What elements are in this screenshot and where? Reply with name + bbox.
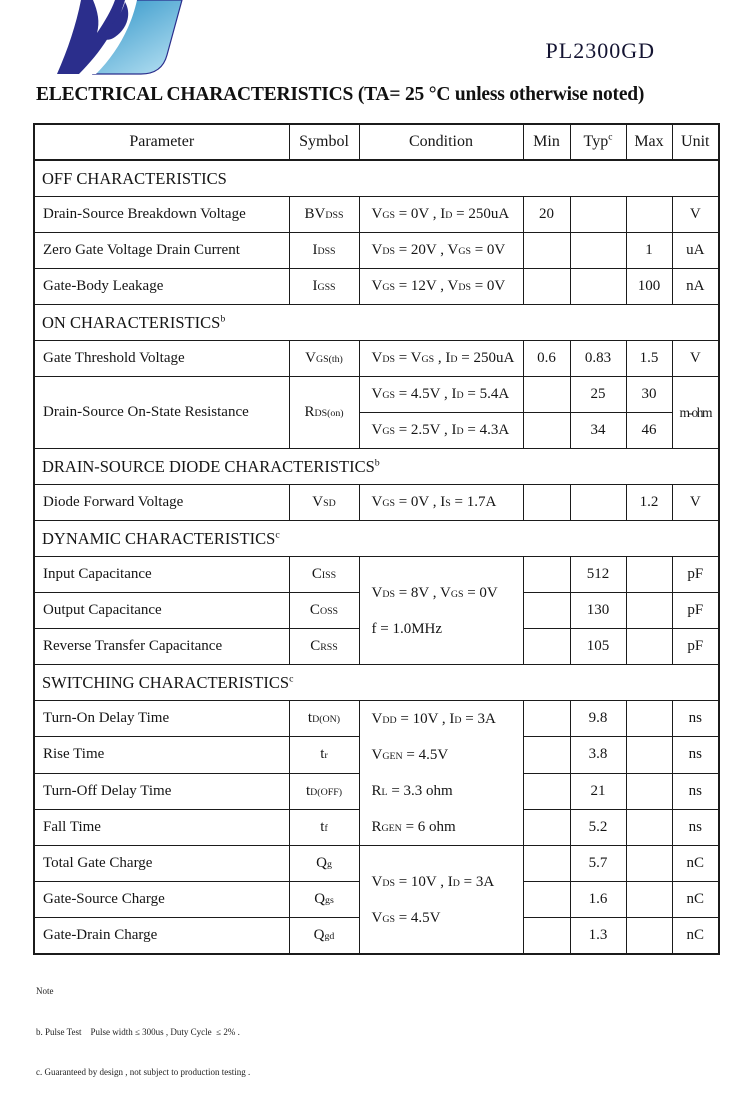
min-cell: 0.6 xyxy=(523,341,570,377)
typ-cell: 0.83 xyxy=(570,341,626,377)
typ-cell: 21 xyxy=(570,773,626,809)
unit-cell: V xyxy=(672,485,719,521)
col-header-typ: Typ$^c$ xyxy=(570,124,626,160)
condition-cell: VGS = 0V , IS = 1.7A xyxy=(359,485,523,521)
symbol-cell: tD(OFF) xyxy=(289,773,359,809)
param-cell: Turn-On Delay Time xyxy=(34,701,289,737)
table-row-rdson-1 xyxy=(34,377,719,413)
unit-cell: nC xyxy=(672,918,719,955)
symbol-cell: Qgd xyxy=(289,918,359,955)
section-title: SWITCHING CHARACTERISTICS$^c$ xyxy=(34,665,719,701)
symbol-cell: RDS(on) xyxy=(289,377,359,449)
section-title: DYNAMIC CHARACTERISTICS$^c$ xyxy=(34,521,719,557)
footnote-c: c. Guaranteed by design , not subject to production testing . xyxy=(36,1067,251,1077)
condition-cell: VDS = 20V , VGS = 0V xyxy=(359,233,523,269)
table-row-vsd xyxy=(34,485,719,521)
section-title: DRAIN-SOURCE DIODE CHARACTERISTICS$^b$ xyxy=(34,449,719,485)
unit-cell: ns xyxy=(672,701,719,737)
section-row-dynamic xyxy=(34,521,719,557)
col-header-symbol: Symbol xyxy=(289,124,359,160)
max-cell: 1.2 xyxy=(626,485,672,521)
condition-cell: VGS = 2.5V , ID = 4.3A xyxy=(359,413,523,449)
param-cell: Reverse Transfer Capacitance xyxy=(34,629,289,665)
max-cell: 1 xyxy=(626,233,672,269)
min-cell: 20 xyxy=(523,197,570,233)
condition-cell: VGS = 0V , ID = 250uA xyxy=(359,197,523,233)
condition-line: RGEN = 6 ohm xyxy=(371,819,456,835)
typ-cell: 105 xyxy=(570,629,626,665)
param-cell: Drain-Source On-State Resistance xyxy=(34,377,289,449)
symbol-cell: tD(ON) xyxy=(289,701,359,737)
section-row-on xyxy=(34,305,719,341)
unit-cell: V xyxy=(672,341,719,377)
col-header-parameter: Parameter xyxy=(34,124,289,160)
param-cell: Total Gate Charge xyxy=(34,846,289,882)
condition-cell xyxy=(359,846,523,955)
min-cell xyxy=(523,846,570,882)
footnote-b: b. Pulse Test Pulse width ≤ 300us , Duty Cycle ≤ 2% . xyxy=(36,1026,240,1037)
max-cell xyxy=(626,629,672,665)
symbol-cell: COSS xyxy=(289,593,359,629)
unit-cell: uA xyxy=(672,233,719,269)
min-cell xyxy=(523,485,570,521)
max-cell xyxy=(626,918,672,955)
max-cell xyxy=(626,882,672,918)
min-cell xyxy=(523,377,570,413)
symbol-cell: CISS xyxy=(289,557,359,593)
unit-cell: ns xyxy=(672,737,719,773)
param-cell: Gate-Source Charge xyxy=(34,882,289,918)
typ-cell: 9.8 xyxy=(570,701,626,737)
max-cell xyxy=(626,737,672,773)
typ-cell: 130 xyxy=(570,593,626,629)
param-cell: Zero Gate Voltage Drain Current xyxy=(34,233,289,269)
max-cell xyxy=(626,846,672,882)
param-cell: Turn-Off Delay Time xyxy=(34,773,289,809)
max-cell xyxy=(626,809,672,845)
symbol-cell: tf xyxy=(289,809,359,845)
min-cell xyxy=(523,629,570,665)
electrical-characteristics-table xyxy=(33,123,720,955)
col-header-condition: Condition xyxy=(359,124,523,160)
min-cell xyxy=(523,593,570,629)
table-row-vgsth xyxy=(34,341,719,377)
param-cell: Rise Time xyxy=(34,737,289,773)
unit-cell: V xyxy=(672,197,719,233)
max-cell: 100 xyxy=(626,269,672,305)
table-row-bvdss xyxy=(34,197,719,233)
page-title: ELECTRICAL CHARACTERISTICS (TA= 25 °C unless otherwise noted) xyxy=(36,84,645,105)
min-cell xyxy=(523,557,570,593)
param-cell: Output Capacitance xyxy=(34,593,289,629)
max-cell xyxy=(626,593,672,629)
param-cell: Gate-Body Leakage xyxy=(34,269,289,305)
table-row-qg xyxy=(34,846,719,882)
condition-line: VDS = 10V , ID = 3A xyxy=(371,873,495,890)
min-cell xyxy=(523,773,570,809)
col-header-max: Max xyxy=(626,124,672,160)
param-cell: Gate Threshold Voltage xyxy=(34,341,289,377)
param-cell: Drain-Source Breakdown Voltage xyxy=(34,197,289,233)
symbol-cell: tr xyxy=(289,737,359,773)
typ-cell: 25 xyxy=(570,377,626,413)
min-cell xyxy=(523,882,570,918)
unit-cell: ns xyxy=(672,809,719,845)
condition-cell xyxy=(359,701,523,846)
condition-line: f = 1.0MHz xyxy=(371,620,443,637)
condition-line: VGS = 4.5V xyxy=(371,909,441,926)
typ-cell: 5.7 xyxy=(570,846,626,882)
unit-cell: nA xyxy=(672,269,719,305)
table-row-idss xyxy=(34,233,719,269)
condition-line: RL = 3.3 ohm xyxy=(371,783,453,799)
max-cell xyxy=(626,557,672,593)
max-cell: 46 xyxy=(626,413,672,449)
unit-cell: m-ohm xyxy=(672,377,719,449)
unit-cell: pF xyxy=(672,593,719,629)
min-cell xyxy=(523,918,570,955)
max-cell xyxy=(626,773,672,809)
symbol-cell: Qg xyxy=(289,846,359,882)
condition-line: VGEN = 4.5V xyxy=(371,747,449,763)
symbol-cell: BVDSS xyxy=(289,197,359,233)
param-cell: Diode Forward Voltage xyxy=(34,485,289,521)
max-cell xyxy=(626,197,672,233)
max-cell xyxy=(626,701,672,737)
table-row-ciss xyxy=(34,557,719,593)
typ-cell: 34 xyxy=(570,413,626,449)
unit-cell: nC xyxy=(672,846,719,882)
col-header-unit: Unit xyxy=(672,124,719,160)
param-cell: Input Capacitance xyxy=(34,557,289,593)
min-cell xyxy=(523,701,570,737)
symbol-cell: IGSS xyxy=(289,269,359,305)
typ-cell xyxy=(570,485,626,521)
product-number: PL2300GD xyxy=(545,38,655,63)
condition-line: VDD = 10V , ID = 3A xyxy=(371,711,496,727)
section-row-diode xyxy=(34,449,719,485)
typ-cell: 1.6 xyxy=(570,882,626,918)
min-cell xyxy=(523,233,570,269)
table-header-row xyxy=(34,124,719,160)
unit-cell: nC xyxy=(672,882,719,918)
symbol-cell: IDSS xyxy=(289,233,359,269)
unit-cell: pF xyxy=(672,557,719,593)
unit-cell: ns xyxy=(672,773,719,809)
unit-cell: pF xyxy=(672,629,719,665)
section-title: OFF CHARACTERISTICS xyxy=(34,160,719,197)
min-cell xyxy=(523,413,570,449)
typ-cell xyxy=(570,233,626,269)
footnote-title: Note xyxy=(36,986,54,996)
max-cell: 30 xyxy=(626,377,672,413)
typ-cell: 3.8 xyxy=(570,737,626,773)
col-header-min: Min xyxy=(523,124,570,160)
symbol-cell: VSD xyxy=(289,485,359,521)
param-cell: Gate-Drain Charge xyxy=(34,918,289,955)
condition-cell: VGS = 4.5V , ID = 5.4A xyxy=(359,377,523,413)
typ-cell: 5.2 xyxy=(570,809,626,845)
symbol-cell: CRSS xyxy=(289,629,359,665)
typ-cell: 512 xyxy=(570,557,626,593)
typ-cell xyxy=(570,197,626,233)
condition-line: VDS = 8V , VGS = 0V xyxy=(371,584,498,601)
table-row-igss xyxy=(34,269,719,305)
typ-cell: 1.3 xyxy=(570,918,626,955)
min-cell xyxy=(523,809,570,845)
table-row-tdon xyxy=(34,701,719,737)
min-cell xyxy=(523,737,570,773)
section-row-switching xyxy=(34,665,719,701)
param-cell: Fall Time xyxy=(34,809,289,845)
section-row-off xyxy=(34,160,719,197)
company-logo-icon xyxy=(55,0,185,76)
footnotes xyxy=(36,958,250,1093)
condition-cell xyxy=(359,557,523,665)
max-cell: 1.5 xyxy=(626,341,672,377)
symbol-cell: VGS(th) xyxy=(289,341,359,377)
condition-cell: VDS = VGS , ID = 250uA xyxy=(359,341,523,377)
symbol-cell: Qgs xyxy=(289,882,359,918)
section-title: ON CHARACTERISTICS$^b$ xyxy=(34,305,719,341)
condition-cell: VGS = 12V , VDS = 0V xyxy=(359,269,523,305)
min-cell xyxy=(523,269,570,305)
typ-cell xyxy=(570,269,626,305)
